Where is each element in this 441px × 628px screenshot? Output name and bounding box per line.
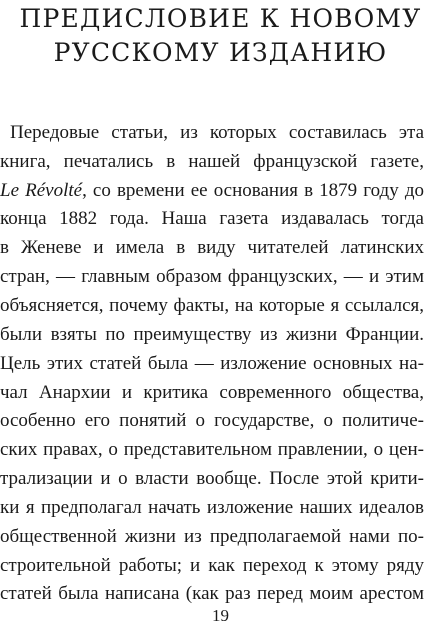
page-number: 19 — [212, 606, 229, 625]
paragraph-line: Цель этих статей была — изложение основных на- — [0, 353, 424, 374]
paragraph-line: особенно его понятий о государстве, о политиче- — [0, 410, 424, 431]
paragraph-line: статей была написана (как раз перед моим арестом — [0, 583, 424, 604]
paragraph-line: общественной жизни из предполагаемой нами по- — [0, 526, 424, 547]
chapter-title-line-1: ПРЕДИСЛОВИЕ К НОВОМУ — [19, 4, 422, 33]
paragraph-line: в Женеве и имела в виду читателей латинских — [0, 237, 424, 258]
paragraph-line-rest: , со времени ее основания в 1879 году до — [82, 180, 424, 201]
paragraph-line: строительной работы; и как переход к этому ряду — [0, 555, 424, 576]
paragraph-line: чал Анархии и критика современного общества, — [0, 382, 424, 403]
paragraph-line: объясняется, почему факты, на которые я ссылался, — [0, 295, 424, 316]
paragraph-line: конца 1882 года. Наша газета издавалась тогда — [0, 208, 424, 229]
paragraph-line-with-title — [0, 180, 424, 202]
paragraph-line: трализации и о власти вообще. После этой крити- — [0, 468, 424, 489]
newspaper-title: Le Révolté — [0, 180, 83, 201]
chapter-title-line-2: РУССКОМУ ИЗДАНИЮ — [53, 38, 388, 67]
paragraph-line: стран, — главным образом французских, — и этим — [0, 266, 424, 287]
paragraph-line: ки я предполагал начать изложение наших идеалов — [0, 497, 424, 518]
paragraph-line: были взяты по преимуществу из жизни Франции. — [0, 324, 424, 345]
paragraph-line: книга, печатались в нашей французской газете, — [0, 151, 424, 172]
paragraph-line: ских правах, о представительном правлении, о цен- — [0, 439, 424, 460]
paragraph-line: Передовые статьи, из которых составилась эта — [10, 122, 424, 143]
